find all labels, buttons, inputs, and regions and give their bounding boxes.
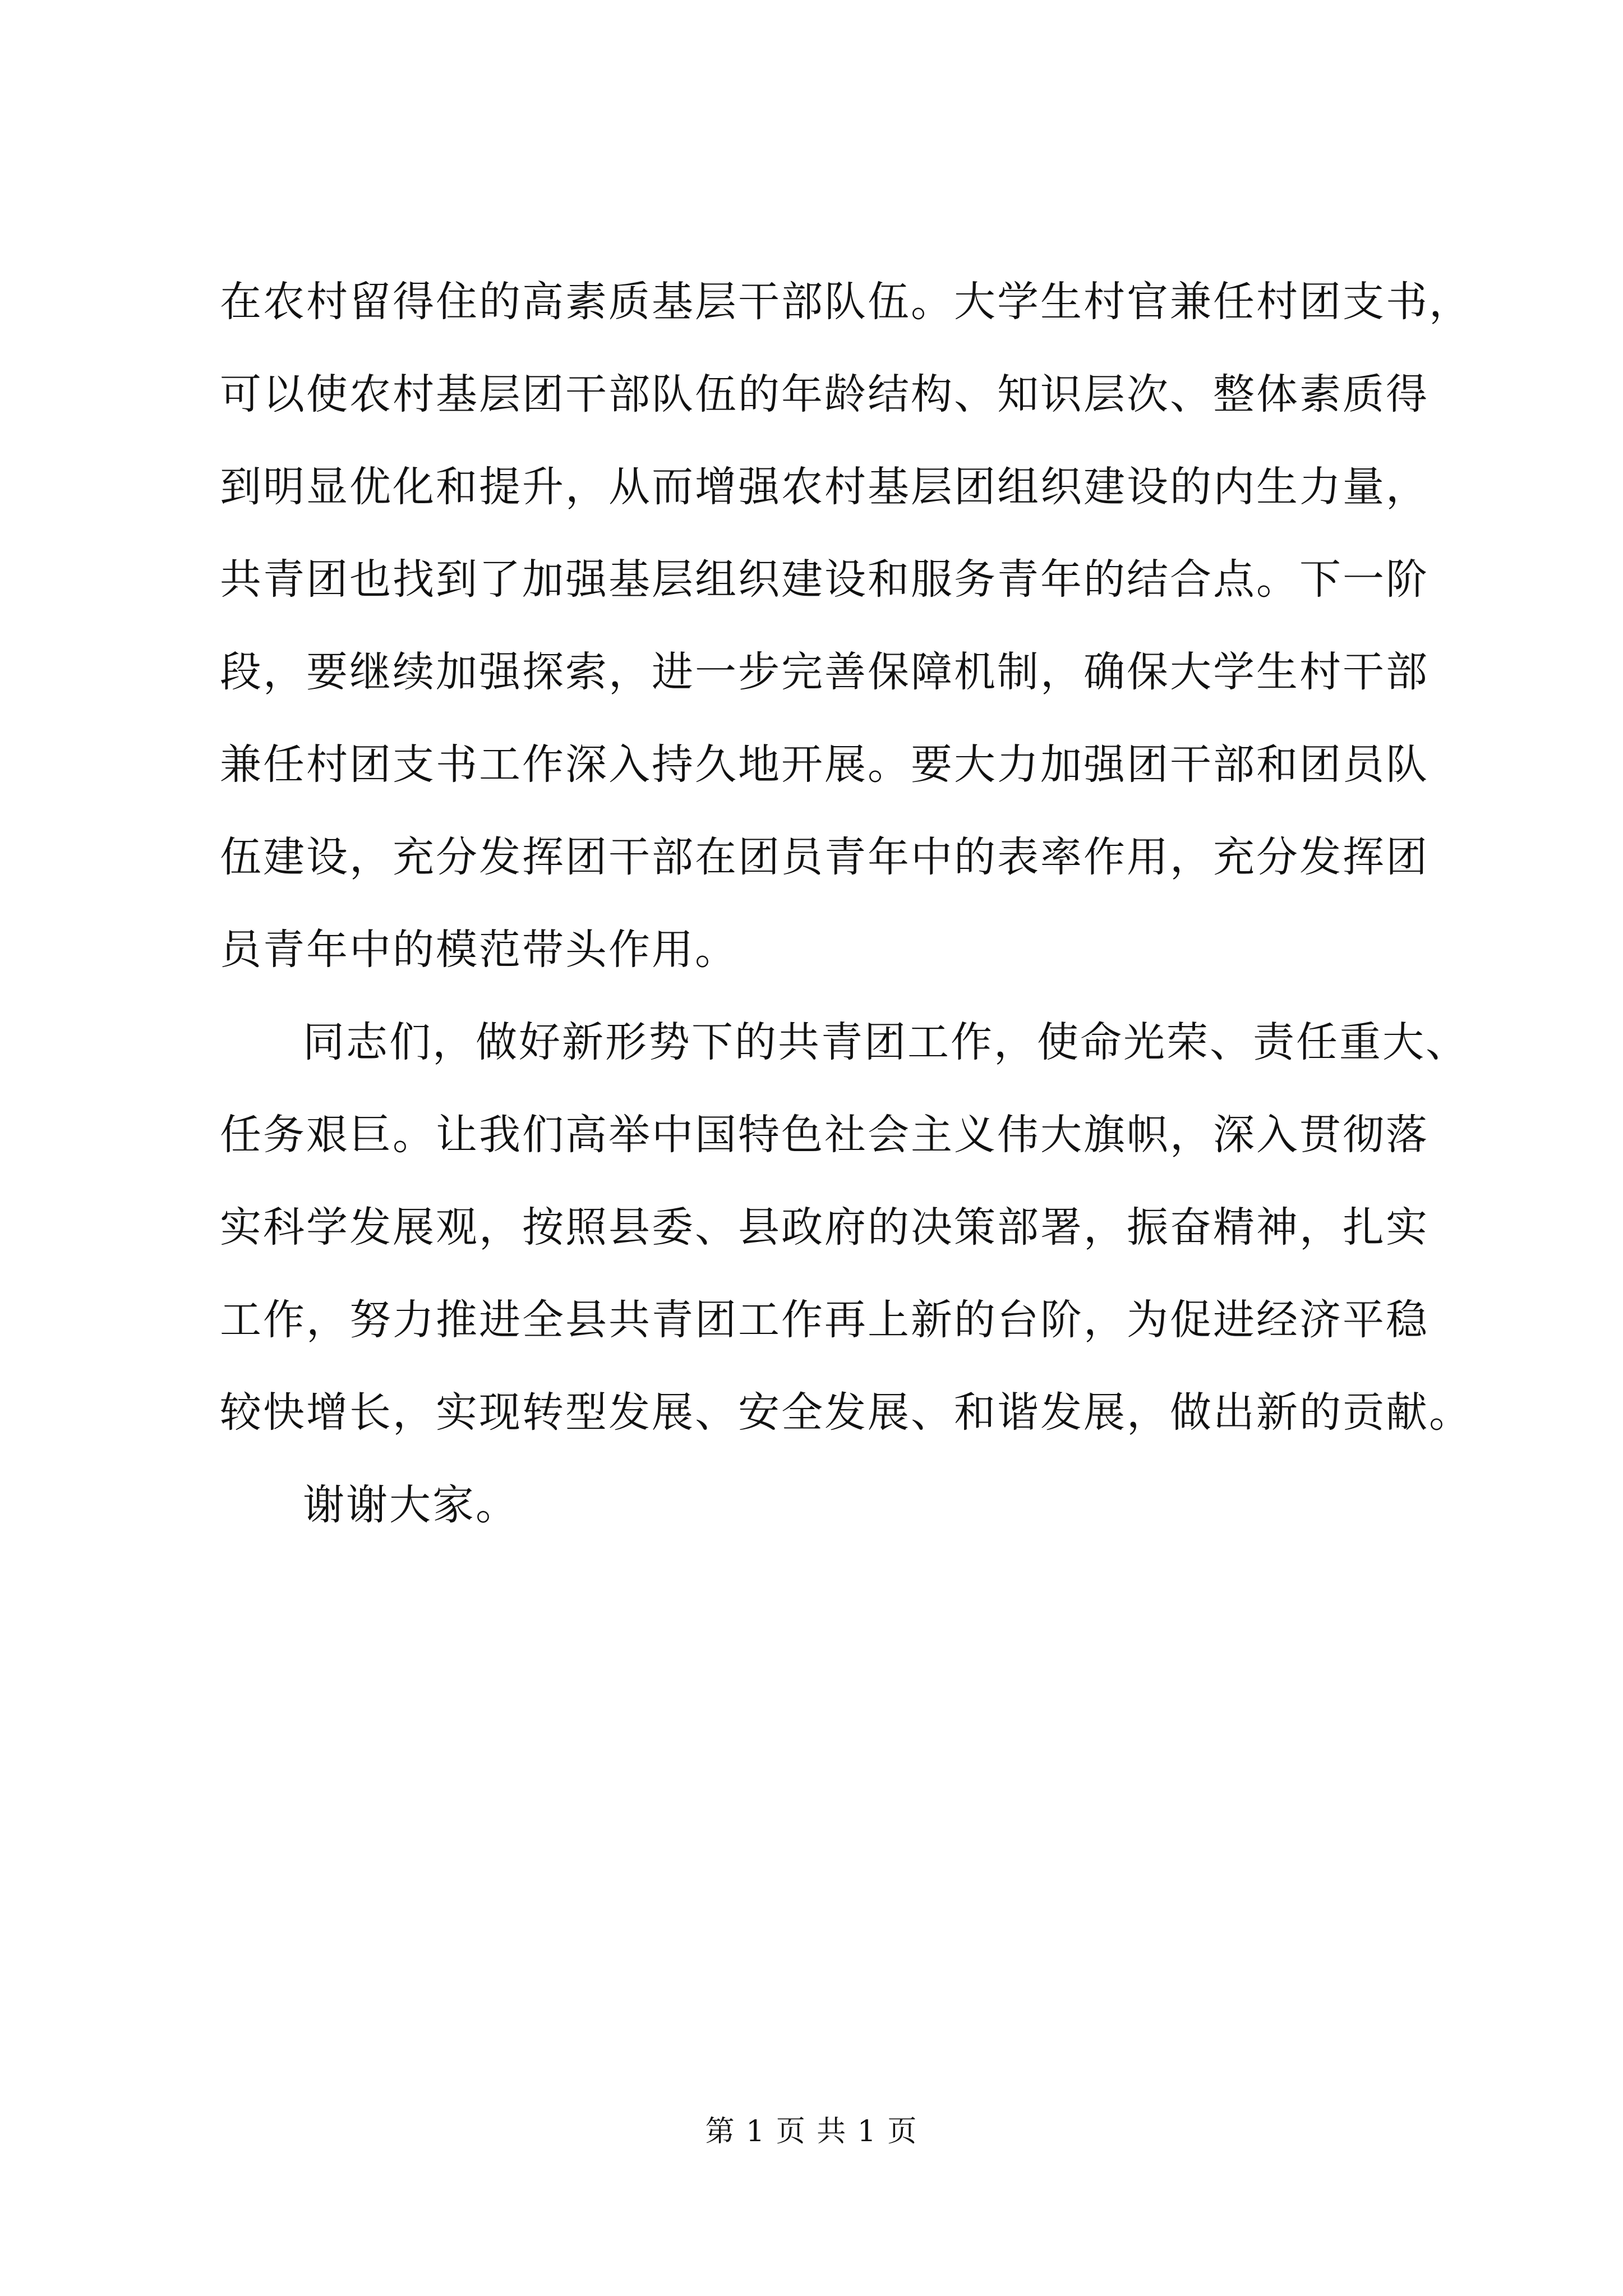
text-line: 到明显优化和提升，从而增强农村基层团组织建设的内生力量，: [220, 463, 1429, 511]
paragraph-2: [220, 996, 1472, 1459]
text-line: 可以使农村基层团干部队伍的年龄结构、知识层次、整体素质得: [220, 370, 1429, 418]
text-line: 任务艰巨。让我们高举中国特色社会主义伟大旗帜，深入贯彻落: [220, 1111, 1429, 1159]
text-line: 伍建设，充分发挥团干部在团员青年中的表率作用，充分发挥团: [220, 833, 1429, 881]
text-line: 实科学发展观，按照县委、县政府的决策部署，振奋精神，扎实: [220, 1203, 1429, 1251]
page-number-label: 第 1 页 共 1 页: [705, 2115, 918, 2148]
text-line: 在农村留得住的高素质基层干部队伍。大学生村官兼任村团支书，: [220, 278, 1472, 326]
page-footer: [0, 2109, 1623, 2154]
text-line: 同志们，做好新形势下的共青团工作，使命光荣、责任重大、: [303, 1018, 1469, 1066]
text-line: 兼任村团支书工作深入持久地开展。要大力加强团干部和团员队: [220, 740, 1429, 789]
text-line: 员青年中的模范带头作用。: [220, 926, 738, 974]
document-body: [220, 256, 1472, 1552]
text-line: 段，要继续加强探索，进一步完善保障机制，确保大学生村干部: [220, 648, 1429, 696]
text-line: 谢谢大家。: [303, 1481, 519, 1529]
text-line: 较快增长，实现转型发展、安全发展、和谐发展，做出新的贡献。: [220, 1388, 1472, 1437]
paragraph-3: [220, 1459, 1426, 1552]
paragraph-1: [220, 256, 1472, 996]
text-line: 共青团也找到了加强基层组织建设和服务青年的结合点。下一阶: [220, 555, 1429, 604]
text-line: 工作，努力推进全县共青团工作再上新的台阶，为促进经济平稳: [220, 1296, 1429, 1344]
